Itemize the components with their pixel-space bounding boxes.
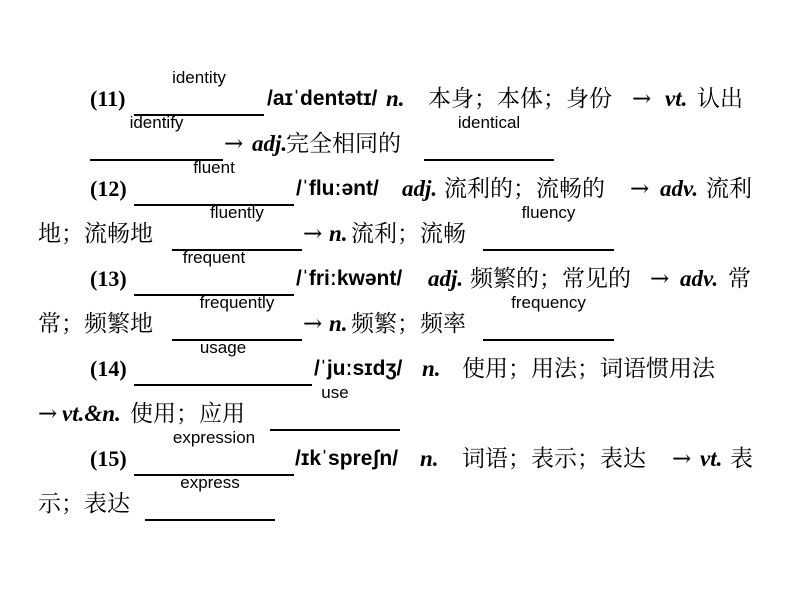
- meaning: 使用；应用: [130, 401, 245, 427]
- answer-blank: [134, 158, 294, 206]
- entry-number: (13): [90, 266, 127, 291]
- answer-text: frequent: [182, 248, 246, 267]
- part-of-speech: n.: [422, 356, 441, 381]
- meaning: 本身；本体；身份: [428, 86, 612, 112]
- answer-text: identical: [457, 113, 521, 132]
- answer-text: express: [180, 473, 240, 492]
- part-of-speech: vt.: [700, 446, 723, 471]
- part-of-speech: vt.&n.: [62, 401, 121, 426]
- meaning: 常: [728, 266, 751, 292]
- meaning: 频繁的；常见的: [470, 266, 631, 292]
- phonetic: /ˈfluːənt/: [296, 177, 379, 200]
- answer-blank: [424, 113, 554, 161]
- entry-15-line-2: [0, 473, 794, 529]
- entry-13-line-1: [0, 248, 794, 304]
- answer-blank: [483, 293, 614, 341]
- arrow-icon: →: [650, 266, 670, 292]
- part-of-speech: adj.: [428, 266, 464, 291]
- arrow-icon: →: [224, 131, 244, 157]
- arrow-icon: →: [303, 221, 323, 247]
- arrow-icon: →: [632, 86, 652, 112]
- entry-number: (11): [90, 86, 126, 111]
- meaning: 流利的；流畅的: [444, 176, 605, 202]
- arrow-icon: →: [38, 401, 58, 427]
- answer-text: expression: [172, 428, 256, 447]
- answer-blank: [145, 473, 275, 521]
- part-of-speech: n.: [386, 86, 405, 111]
- phonetic: /ɪkˈspreʃn/: [295, 447, 399, 470]
- meaning: 地；流畅地: [38, 221, 153, 247]
- entry-12-line-1: [0, 158, 794, 214]
- entry-number: (15): [90, 446, 127, 471]
- answer-text: fluently: [210, 203, 264, 222]
- meaning: 流利；流畅: [351, 221, 466, 247]
- meaning: 流利: [706, 176, 752, 202]
- meaning: 频繁；频率: [351, 311, 466, 337]
- arrow-icon: →: [630, 176, 650, 202]
- part-of-speech: adj.: [252, 131, 288, 156]
- answer-blank: [90, 113, 223, 161]
- answer-blank: [172, 203, 302, 251]
- answer-blank: [134, 68, 264, 116]
- meaning: 词语；表示；表达: [462, 446, 646, 472]
- part-of-speech: n.: [329, 221, 348, 246]
- answer-text: frequency: [511, 293, 586, 312]
- meaning: 使用；用法；词语惯用法: [462, 356, 715, 382]
- entry-15-line-1: [0, 428, 794, 484]
- part-of-speech: adv.: [680, 266, 719, 291]
- part-of-speech: n.: [420, 446, 439, 471]
- answer-blank: [483, 203, 614, 251]
- answer-text: identify: [129, 113, 184, 132]
- entry-14-line-2: [0, 383, 794, 439]
- arrow-icon: →: [303, 311, 323, 337]
- part-of-speech: adv.: [660, 176, 699, 201]
- part-of-speech: vt.: [665, 86, 688, 111]
- arrow-icon: →: [672, 446, 692, 472]
- phonetic: /ˈfriːkwənt/: [296, 267, 403, 290]
- answer-blank: [270, 383, 400, 431]
- entry-12-line-2: [0, 203, 794, 259]
- answer-blank: [134, 428, 294, 476]
- answer-blank: [172, 293, 302, 341]
- part-of-speech: n.: [329, 311, 348, 336]
- entry-number: (14): [90, 356, 127, 381]
- entry-13-line-2: [0, 293, 794, 349]
- meaning: 常；频繁地: [38, 311, 153, 337]
- answer-text: use: [321, 383, 349, 402]
- phonetic: /aɪˈdentətɪ/: [267, 87, 378, 110]
- entry-number: (12): [90, 176, 127, 201]
- phonetic: /ˈjuːsɪdʒ/: [314, 357, 403, 380]
- answer-text: frequently: [199, 293, 275, 312]
- answer-text: usage: [199, 338, 247, 357]
- entry-11-line-2: [0, 113, 794, 169]
- answer-text: identity: [172, 68, 226, 87]
- meaning: 表: [730, 446, 753, 472]
- part-of-speech: adj.: [402, 176, 438, 201]
- meaning: 示；表达: [38, 491, 130, 517]
- meaning: 认出: [697, 86, 743, 112]
- answer-text: fluent: [193, 158, 235, 177]
- answer-blank: [134, 248, 294, 296]
- answer-blank: [134, 338, 312, 386]
- answer-text: fluency: [521, 203, 576, 222]
- meaning: 完全相同的: [286, 131, 401, 157]
